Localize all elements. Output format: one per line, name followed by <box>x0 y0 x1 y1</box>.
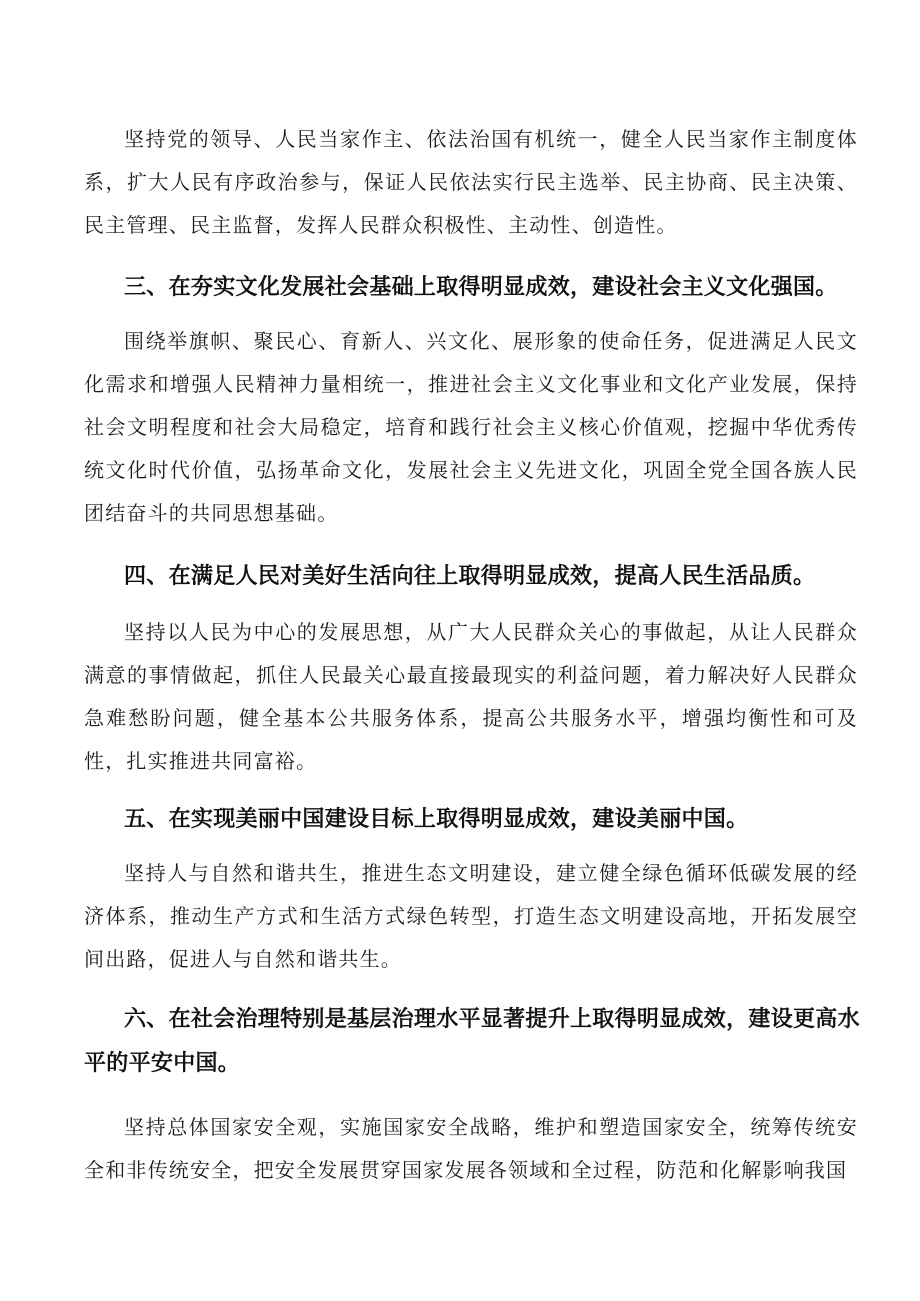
paragraph-livelihood: 坚持以人民为中心的发展思想，从广大人民群众关心的事做起，从让人民群众满意的事情做起，抓住人民最关心最直接最现实的利益问题，着力解决好人民群众急难愁盼问题，健全基本公共服务体系，提高公共服务水平，增强均衡性和可及性，扎实推进共同富裕。 <box>84 620 858 773</box>
paragraph-culture: 围绕举旗帜、聚民心、育新人、兴文化、展形象的使命任务，促进满足人民文化需求和增强人民精神力量相统一，推进社会主义文化事业和文化产业发展，保持社会文明程度和社会大局稳定，培育和践行社会主义核心价值观，挖掘中华优秀传统文化时代价值，弘扬革命文化，发展社会主义先进文化，巩固全党全国各族人民团结奋斗的共同思想基础。 <box>84 329 858 525</box>
section-heading-4: 四、在满足人民对美好生活向往上取得明显成效，提高人民生活品质。 <box>124 564 816 589</box>
paragraph-democracy: 坚持党的领导、人民当家作主、依法治国有机统一，健全人民当家作主制度体系，扩大人民有序政治参与，保证人民依法实行民主选举、民主协商、民主决策、民主管理、民主监督，发挥人民群众积极性、主动性、创造性。 <box>84 127 858 237</box>
paragraph-ecology: 坚持人与自然和谐共生，推进生态文明建设，建立健全绿色循环低碳发展的经济体系，推动生产方式和生活方式绿色转型，打造生态文明建设高地，开拓发展空间出路，促进人与自然和谐共生。 <box>84 861 858 971</box>
paragraph-security: 坚持总体国家安全观，实施国家安全战略，维护和塑造国家安全，统筹传统安全和非传统安全，把安全发展贯穿国家发展各领域和全过程，防范和化解影响我国 <box>84 1115 858 1182</box>
section-heading-6: 六、在社会治理特别是基层治理水平显著提升上取得明显成效，建设更高水平的平安中国。 <box>84 1007 860 1076</box>
section-heading-5: 五、在实现美丽中国建设目标上取得明显成效，建设美丽中国。 <box>124 807 749 832</box>
section-heading-3: 三、在夯实文化发展社会基础上取得明显成效，建设社会主义文化强国。 <box>124 275 838 300</box>
